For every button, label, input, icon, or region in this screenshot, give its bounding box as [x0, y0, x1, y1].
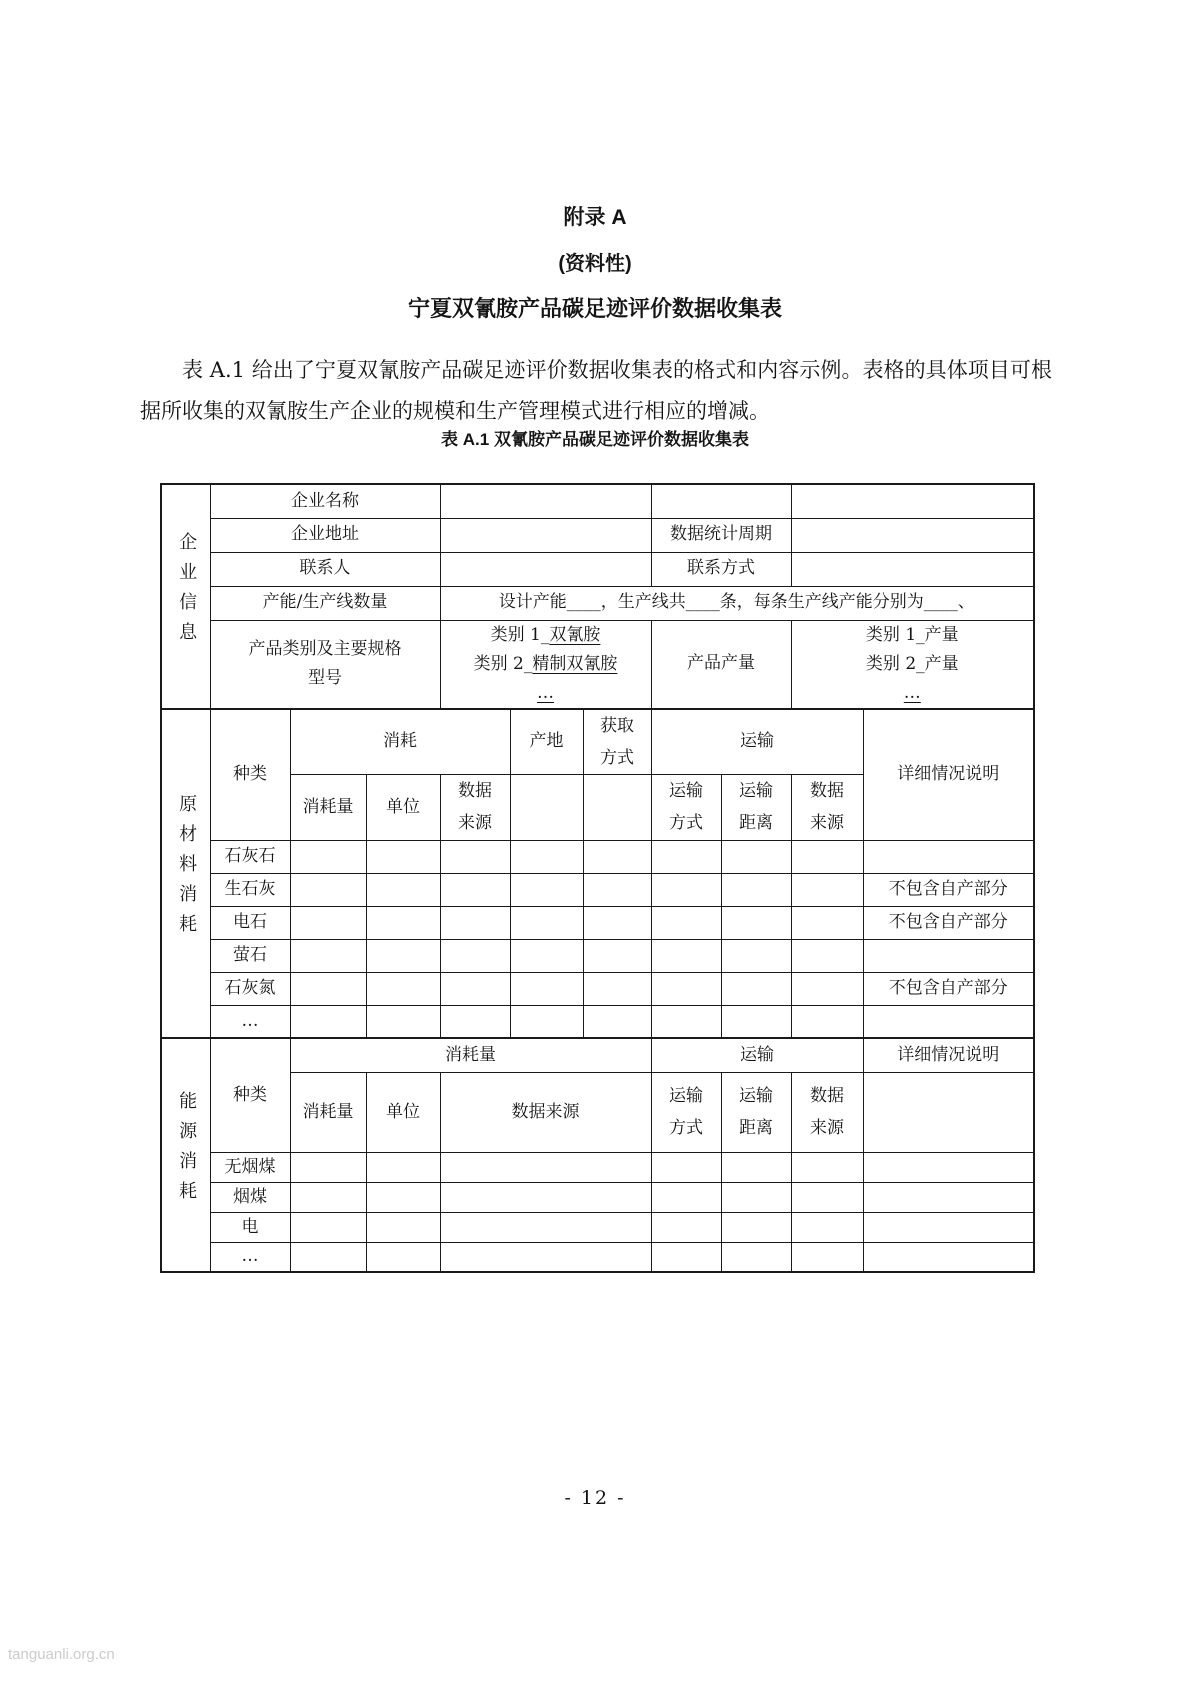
watermark: tanguanli.org.cn	[8, 1646, 115, 1663]
empty-cell	[651, 873, 721, 906]
energy-row	[161, 1182, 1034, 1212]
energy-transport-distance-header: 运输距离	[721, 1072, 791, 1152]
empty-cell	[510, 873, 583, 906]
material-row	[161, 906, 1034, 939]
data-collection-table	[160, 483, 1035, 1273]
material-note: 不包含自产部分	[863, 873, 1034, 906]
empty-cell	[721, 1212, 791, 1242]
material-kind: 生石灰	[210, 873, 290, 906]
empty-cell	[791, 939, 863, 972]
empty-cell	[721, 939, 791, 972]
materials-transport-mode-header: 运输方式	[651, 775, 721, 841]
materials-amount-header: 消耗量	[290, 775, 366, 841]
page-number: - 12 -	[564, 1487, 626, 1509]
energy-note	[863, 1242, 1034, 1272]
energy-kind: 烟煤	[210, 1182, 290, 1212]
appendix-title: 附录 A	[563, 206, 627, 229]
table-row	[161, 586, 1034, 620]
material-note	[863, 939, 1034, 972]
empty-cell	[791, 484, 1034, 518]
empty-cell	[721, 1182, 791, 1212]
energy-transport-mode-header: 运输方式	[651, 1072, 721, 1152]
materials-transport-header: 运输	[651, 709, 863, 775]
empty-cell	[651, 939, 721, 972]
empty-cell	[290, 840, 366, 873]
energy-transport-header: 运输	[651, 1038, 863, 1072]
energy-source-header: 数据来源	[440, 1072, 651, 1152]
material-note: 不包含自产部分	[863, 906, 1034, 939]
energy-kind-header: 种类	[210, 1038, 290, 1152]
empty-cell	[290, 1212, 366, 1242]
empty-cell	[721, 1152, 791, 1182]
empty-cell	[583, 906, 651, 939]
materials-transport-distance-header: 运输距离	[721, 775, 791, 841]
empty-cell	[791, 1212, 863, 1242]
empty-cell	[290, 1242, 366, 1272]
empty-cell	[651, 1005, 721, 1038]
table-row	[161, 518, 1034, 552]
energy-header-row-1	[161, 1038, 1034, 1072]
empty-cell	[510, 1005, 583, 1038]
empty-cell	[583, 840, 651, 873]
materials-detail-header: 详细情况说明	[863, 709, 1034, 841]
product-category-list: 类别 1_双氰胺 类别 2_精制双氰胺 …	[440, 620, 651, 709]
capacity-label: 产能/生产线数量	[210, 586, 440, 620]
contact-person-value	[440, 552, 651, 586]
empty-cell	[651, 484, 791, 518]
energy-kind: 无烟煤	[210, 1152, 290, 1182]
material-note: 不包含自产部分	[863, 972, 1034, 1005]
empty-cell	[440, 873, 510, 906]
empty-cell	[440, 1152, 651, 1182]
empty-cell	[791, 1182, 863, 1212]
material-row	[161, 840, 1034, 873]
energy-kind: …	[210, 1242, 290, 1272]
material-row	[161, 972, 1034, 1005]
empty-cell	[791, 1152, 863, 1182]
material-kind: …	[210, 1005, 290, 1038]
empty-cell	[440, 1005, 510, 1038]
empty-cell	[583, 1005, 651, 1038]
empty-cell	[366, 1005, 440, 1038]
empty-cell	[651, 1152, 721, 1182]
empty-cell	[721, 1242, 791, 1272]
material-row	[161, 1005, 1034, 1038]
empty-cell	[721, 840, 791, 873]
empty-cell	[510, 840, 583, 873]
page-title: 宁夏双氰胺产品碳足迹评价数据收集表	[407, 296, 782, 321]
empty-cell	[583, 775, 651, 841]
empty-cell	[366, 939, 440, 972]
energy-detail-header: 详细情况说明	[863, 1038, 1034, 1072]
empty-cell	[440, 939, 510, 972]
appendix-subtitle: (资料性)	[558, 253, 632, 275]
empty-cell	[583, 873, 651, 906]
energy-note	[863, 1212, 1034, 1242]
material-row	[161, 939, 1034, 972]
section-label-materials: 原材料消耗	[161, 709, 210, 1039]
empty-cell	[791, 972, 863, 1005]
empty-cell	[440, 1182, 651, 1212]
energy-header-row-2	[161, 1072, 1034, 1152]
empty-cell	[721, 873, 791, 906]
product-output-label: 产品产量	[651, 620, 791, 709]
intro-paragraph: 表 A.1 给出了宁夏双氰胺产品碳足迹评价数据收集表的格式和内容示例。表格的具体项目可根据所收集的双氰胺生产企业的规模和生产管理模式进行相应的增减。	[140, 358, 1052, 423]
section-label-company-info: 企业信息	[161, 484, 210, 709]
section-label-energy: 能源消耗	[161, 1038, 210, 1272]
product-output-list: 类别 1_产量 类别 2_产量 …	[791, 620, 1034, 709]
empty-cell	[791, 840, 863, 873]
material-kind: 萤石	[210, 939, 290, 972]
empty-cell	[721, 1005, 791, 1038]
empty-cell	[791, 906, 863, 939]
empty-cell	[440, 840, 510, 873]
contact-method-label: 联系方式	[651, 552, 791, 586]
empty-cell	[651, 1212, 721, 1242]
empty-cell	[440, 972, 510, 1005]
empty-cell	[290, 1005, 366, 1038]
empty-cell	[366, 873, 440, 906]
empty-cell	[651, 972, 721, 1005]
material-row	[161, 873, 1034, 906]
empty-cell	[290, 939, 366, 972]
empty-cell	[791, 873, 863, 906]
energy-row	[161, 1212, 1034, 1242]
energy-transport-source-header: 数据来源	[791, 1072, 863, 1152]
ellipsis: …	[537, 682, 555, 703]
empty-cell	[791, 1005, 863, 1038]
empty-cell	[290, 972, 366, 1005]
empty-cell	[290, 1182, 366, 1212]
empty-cell	[366, 1242, 440, 1272]
empty-cell	[510, 939, 583, 972]
materials-unit-header: 单位	[366, 775, 440, 841]
energy-row	[161, 1242, 1034, 1272]
materials-acquisition-header: 获取方式	[583, 709, 651, 775]
company-address-label: 企业地址	[210, 518, 440, 552]
contact-method-value	[791, 552, 1034, 586]
empty-cell	[510, 775, 583, 841]
empty-cell	[366, 1212, 440, 1242]
empty-cell	[366, 1182, 440, 1212]
table-row	[161, 620, 1034, 709]
empty-cell	[440, 1242, 651, 1272]
empty-cell	[510, 906, 583, 939]
contact-person-label: 联系人	[210, 552, 440, 586]
material-note	[863, 840, 1034, 873]
materials-origin-header: 产地	[510, 709, 583, 775]
company-name-label: 企业名称	[210, 484, 440, 518]
stat-period-label: 数据统计周期	[651, 518, 791, 552]
empty-cell	[290, 906, 366, 939]
energy-row	[161, 1152, 1034, 1182]
energy-note	[863, 1182, 1034, 1212]
empty-cell	[366, 972, 440, 1005]
energy-consumption-header: 消耗量	[290, 1038, 651, 1072]
empty-cell	[290, 1152, 366, 1182]
empty-cell	[651, 1242, 721, 1272]
empty-cell	[651, 840, 721, 873]
empty-cell	[583, 972, 651, 1005]
material-kind: 石灰石	[210, 840, 290, 873]
company-address-value	[440, 518, 651, 552]
energy-kind: 电	[210, 1212, 290, 1242]
materials-header-row-1	[161, 709, 1034, 775]
empty-cell	[290, 873, 366, 906]
empty-cell	[721, 972, 791, 1005]
material-note	[863, 1005, 1034, 1038]
company-name-value	[440, 484, 651, 518]
empty-cell	[863, 1072, 1034, 1152]
empty-cell	[651, 1182, 721, 1212]
energy-note	[863, 1152, 1034, 1182]
empty-cell	[721, 906, 791, 939]
energy-amount-header: 消耗量	[290, 1072, 366, 1152]
materials-transport-source-header: 数据来源	[791, 775, 863, 841]
materials-source-header: 数据来源	[440, 775, 510, 841]
empty-cell	[791, 1242, 863, 1272]
material-kind: 电石	[210, 906, 290, 939]
capacity-value: 设计产能____，生产线共____条，每条生产线产能分别为____、	[440, 586, 1034, 620]
materials-consumption-header: 消耗	[290, 709, 510, 775]
empty-cell	[440, 906, 510, 939]
product-category-label: 产品类别及主要规格型号	[210, 620, 440, 709]
empty-cell	[583, 939, 651, 972]
ellipsis: …	[903, 682, 921, 703]
table-row	[161, 484, 1034, 518]
materials-kind-header: 种类	[210, 709, 290, 841]
table-row	[161, 552, 1034, 586]
empty-cell	[366, 906, 440, 939]
energy-unit-header: 单位	[366, 1072, 440, 1152]
material-kind: 石灰氮	[210, 972, 290, 1005]
stat-period-value	[791, 518, 1034, 552]
empty-cell	[440, 1212, 651, 1242]
empty-cell	[366, 1152, 440, 1182]
empty-cell	[366, 840, 440, 873]
empty-cell	[510, 972, 583, 1005]
table-caption: 表 A.1 双氰胺产品碳足迹评价数据收集表	[441, 430, 749, 449]
empty-cell	[651, 906, 721, 939]
